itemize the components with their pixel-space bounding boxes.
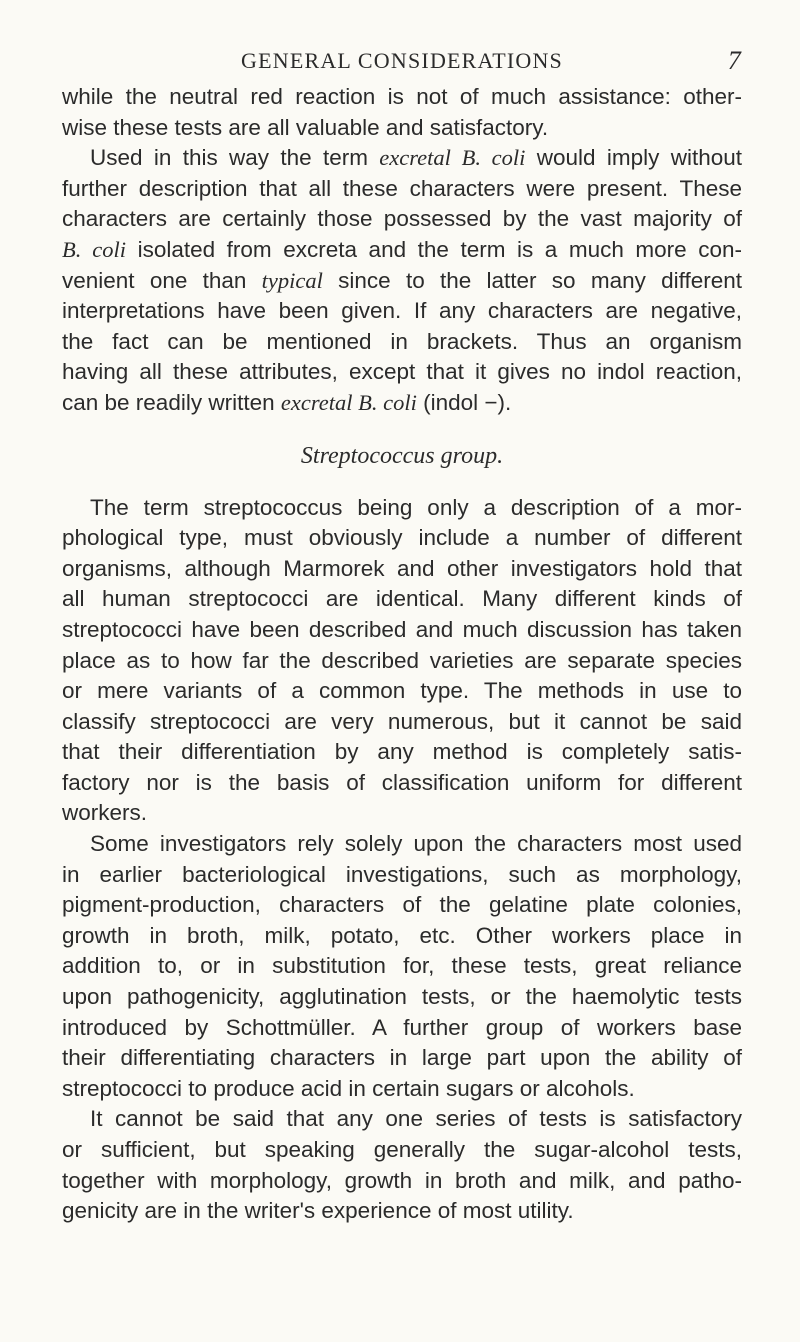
paragraph-block-1	[62, 82, 742, 419]
section-heading: Streptococcus group.	[300, 442, 504, 469]
text-line: streptococci to produce acid in certain sugars or alcohols.	[62, 1075, 635, 1101]
text-line: factory nor is the basis of classification uniform for different	[62, 769, 742, 795]
text-line: workers.	[62, 800, 148, 826]
text-line: the fact can be mentioned in brackets. Thus an organism	[62, 328, 742, 354]
running-head-title: GENERAL CONSIDERATIONS	[241, 48, 563, 73]
text-line: B. coli isolated from excreta and the term is a much more con-	[62, 236, 743, 262]
text-line: pigment-production, characters of the gelatine plate colonies,	[62, 892, 742, 918]
text-line: in earlier bacteriological investigations, such as morphology,	[62, 861, 742, 887]
text-line: genicity are in the writer's experience of most utility.	[62, 1198, 574, 1224]
text-line: further description that all these characters were present. These	[62, 175, 742, 201]
text-line: phological type, must obviously include a number of different	[62, 525, 742, 551]
running-head	[62, 40, 742, 82]
text-line: or sufficient, but speaking generally the sugar-alcohol tests,	[62, 1137, 742, 1162]
text-line: place as to how far the described varieties are separate species	[62, 647, 742, 673]
text-line: classify streptococci are very numerous, but it cannot be said	[62, 708, 742, 734]
text-line: addition to, or in substitution for, these tests, great reliance	[62, 953, 742, 979]
text-line: The term streptococcus being only a description of a mor-	[90, 494, 742, 520]
text-line: their differentiating characters in large part upon the ability of	[62, 1045, 742, 1071]
text-line: that their differentiation by any method is completely satis-	[62, 739, 742, 765]
text-line: organisms, although Marmorek and other investigators hold that	[62, 555, 742, 581]
text-line: Used in this way the term excretal B. coli would imply without	[90, 145, 742, 171]
text-line: wise these tests are all valuable and satisfactory.	[62, 114, 549, 140]
paragraph-block-2	[62, 493, 742, 1227]
text-line: venient one than typical since to the latter so many different	[62, 267, 742, 293]
text-line: all human streptococci are identical. Many different kinds of	[62, 586, 742, 612]
text-line: growth in broth, milk, potato, etc. Other workers place in	[62, 922, 742, 948]
text-line: having all these attributes, except that it gives no indol reaction,	[62, 359, 742, 385]
text-line: introduced by Schottmüller. A further group of workers base	[62, 1014, 742, 1040]
text-line: characters are certainly those possessed by the vast majority of	[62, 206, 742, 232]
text-line: or mere variants of a common type. The methods in use to	[62, 678, 742, 704]
page	[62, 40, 742, 1227]
text-line: together with morphology, growth in broth and milk, and patho-	[62, 1167, 742, 1193]
text-line: upon pathogenicity, agglutination tests, or the haemolytic tests	[62, 984, 742, 1010]
text-line: can be readily written excretal B. coli (indol −).	[62, 389, 512, 415]
text-line: Some investigators rely solely upon the characters most used	[90, 831, 742, 857]
text-line: It cannot be said that any one series of tests is satisfactory	[90, 1106, 742, 1132]
text-line: while the neutral red reaction is not of much assistance: other-	[62, 84, 742, 109]
text-line: interpretations have been given. If any characters are negative,	[62, 298, 742, 324]
page-number: 7	[727, 46, 742, 75]
text-line: streptococci have been described and much discussion has taken	[62, 616, 742, 642]
